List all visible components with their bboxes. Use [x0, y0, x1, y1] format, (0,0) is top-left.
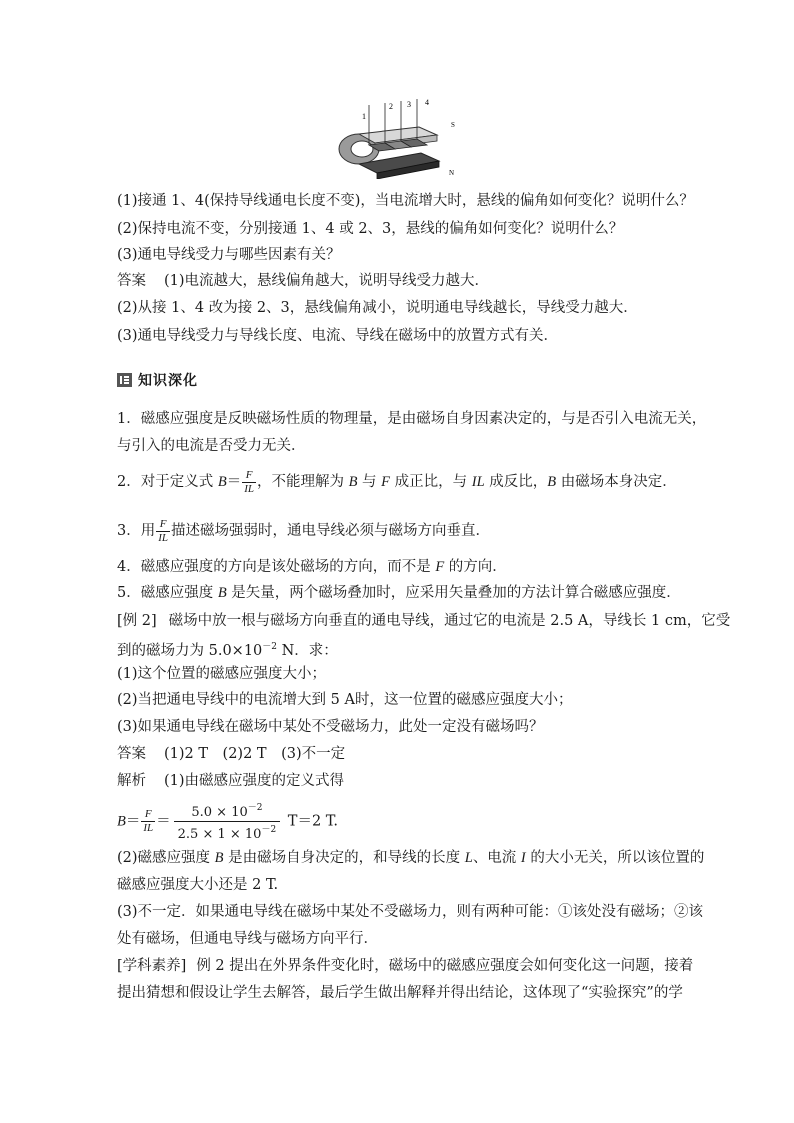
fraction-denominator: IL: [158, 531, 169, 544]
point-4: [117, 557, 507, 577]
analysis-tag: 解析: [117, 773, 146, 789]
literacy-line-2: 提出猜想和假设让学生去解答，最后学生做出解释并得出结论，这体现了“实验探究”的学: [117, 985, 683, 1001]
point-1-line-1: 1．磁感应强度是反映磁场性质的物理量，是由磁场自身因素决定的，与是否引入电流无关，: [117, 411, 707, 427]
numeric-fraction: [174, 800, 281, 843]
point-1-line-2: 与引入的电流是否受力无关．: [117, 438, 306, 454]
fraction-numerator: F: [156, 518, 170, 532]
figure-pole-s: S: [451, 121, 455, 129]
symbol-i: I: [520, 850, 526, 866]
analysis-line-1: [117, 771, 344, 791]
fraction-numerator: F: [141, 808, 155, 822]
example-text: 磁场中放一根与磁场方向垂直的通电导线，通过它的电流是 2.5 A，导线长 1 cm，它受: [168, 613, 731, 629]
horseshoe-magnet-icon: [339, 127, 439, 179]
equals-sign: ＝: [125, 813, 141, 830]
section-icon: [117, 373, 132, 387]
equals-sign: ＝: [226, 474, 242, 490]
question-1: (1)接通 1、4(保持导线通电长度不变)，当电流增大时，悬线的偏角如何变化？说明什么？: [117, 193, 694, 209]
fraction-f-over-il: [141, 808, 155, 835]
symbol-b: B: [217, 585, 227, 601]
numeric-denominator: [174, 822, 281, 843]
literacy-tag: [学科素养]: [117, 958, 187, 974]
fraction-denominator: IL: [244, 482, 254, 495]
analysis-text: 的大小无关，所以该位置的: [525, 850, 705, 866]
example-text: 到的磁场力为 5.0×10: [117, 643, 263, 659]
exponent: －2: [247, 803, 263, 813]
question-3: (3)通电导线受力与哪些因素有关？: [117, 247, 341, 263]
point-2-text: 成反比，: [484, 474, 548, 490]
fraction-f-over-il: [156, 518, 170, 545]
literacy-line-1: [117, 956, 693, 976]
point-3-text: 描述磁场强弱时，通电导线必须与磁场方向垂直．: [171, 523, 491, 539]
magnet-experiment-figure: [335, 97, 465, 179]
point-3: [117, 513, 490, 549]
symbol-l: L: [464, 850, 473, 866]
symbol-il: IL: [471, 474, 485, 490]
analysis-text: 、电流: [472, 850, 521, 866]
symbol-b: B: [547, 474, 557, 490]
answer-2: (2)从接 1、4 改为接 2、3，悬线偏角减小，说明通电导线越长，导线受力越大．: [117, 300, 638, 316]
point-5-text: 5．磁感应强度: [117, 585, 218, 601]
example-question-1: (1)这个位置的磁感应强度大小；: [117, 666, 327, 682]
point-5: [117, 583, 681, 603]
figure-pole-n: N: [449, 169, 455, 177]
section-title: 知识深化: [138, 373, 198, 389]
point-2-text: ，不能理解为: [256, 474, 349, 490]
fraction-f-over-il: [242, 469, 256, 496]
example-line-2: [117, 637, 338, 661]
answer-1: (1)电流越大，悬线偏角越大，说明导线受力越大．: [164, 273, 490, 289]
equation: [117, 800, 338, 843]
analysis-3-line-2: 处有磁场，但通电导线与磁场方向平行．: [117, 931, 378, 947]
point-2-text: 成正比，与: [390, 474, 472, 490]
answer-line-1: [117, 271, 489, 291]
numerator-text: 5.0 × 10: [191, 805, 248, 820]
example-question-3: (3)如果通电导线在磁场中某处不受磁场力，此处一定没有磁场吗？: [117, 719, 544, 735]
point-3-text: 3．用: [117, 523, 156, 539]
section-header: [117, 370, 198, 390]
answer-tag: 答案: [117, 273, 146, 289]
analysis-3-line-1: (3)不一定．如果通电导线在磁场中某处不受磁场力，则有两种可能：①该处没有磁场；②该: [117, 904, 704, 920]
figure-label-1: 1: [362, 112, 366, 121]
analysis-text: 是由磁场自身决定的，和导线的长度: [223, 850, 465, 866]
example-text: N．求：: [277, 643, 338, 659]
figure-label-4: 4: [425, 98, 429, 107]
equals-sign: ＝: [156, 813, 171, 830]
point-2: [117, 464, 677, 500]
symbol-b: B: [117, 813, 126, 830]
literacy-text: 例 2 提出在外界条件变化时，磁场中的磁感应强度会如何变化这一问题，接着: [196, 958, 694, 974]
exponent: －2: [261, 825, 277, 835]
point-4-text: 4．磁感应强度的方向是该处磁场的方向，而不是: [117, 559, 436, 575]
symbol-f: F: [435, 559, 445, 575]
figure-label-2: 2: [389, 102, 393, 111]
analysis-text: (1)由磁感应强度的定义式得: [164, 773, 345, 789]
example-line-1: [117, 611, 730, 631]
point-2-text: 与: [357, 474, 382, 490]
answer-3: (3)通电导线受力与导线长度、电流、导线在磁场中的放置方式有关．: [117, 328, 559, 344]
example-answer: [117, 744, 345, 764]
example-tag: [例 2]: [117, 613, 157, 629]
equation-result: T＝2 T.: [283, 813, 338, 830]
answer-tag: 答案: [117, 746, 146, 762]
analysis-2-line-2: 磁感应强度大小还是 2 T.: [117, 877, 279, 893]
point-2-text: 2．对于定义式: [117, 474, 218, 490]
fraction-numerator: F: [242, 469, 256, 483]
symbol-f: F: [381, 474, 391, 490]
exponent: －2: [262, 642, 278, 652]
analysis-2-line-1: [117, 848, 704, 868]
figure-label-3: 3: [407, 100, 411, 109]
question-2: (2)保持电流不变，分别接通 1、4 或 2、3，悬线的偏角如何变化？说明什么？: [117, 221, 624, 237]
symbol-b: B: [217, 474, 227, 490]
point-2-text: 由磁场本身决定．: [556, 474, 677, 490]
example-question-2: (2)当把通电导线中的电流增大到 5 A时，这一位置的磁感应强度大小；: [117, 692, 573, 708]
symbol-b: B: [348, 474, 358, 490]
denominator-text: 2.5 × 1 × 10: [177, 827, 262, 842]
point-5-text: 是矢量，两个磁场叠加时，应采用矢量叠加的方法计算合磁感应强度．: [226, 585, 681, 601]
point-4-text: 的方向．: [444, 559, 507, 575]
numeric-numerator: [174, 800, 281, 822]
answer-text: (1)2 T (2)2 T (3)不一定: [164, 746, 346, 762]
symbol-b: B: [214, 850, 224, 866]
fraction-denominator: IL: [143, 822, 154, 834]
analysis-text: (2)磁感应强度: [117, 850, 215, 866]
